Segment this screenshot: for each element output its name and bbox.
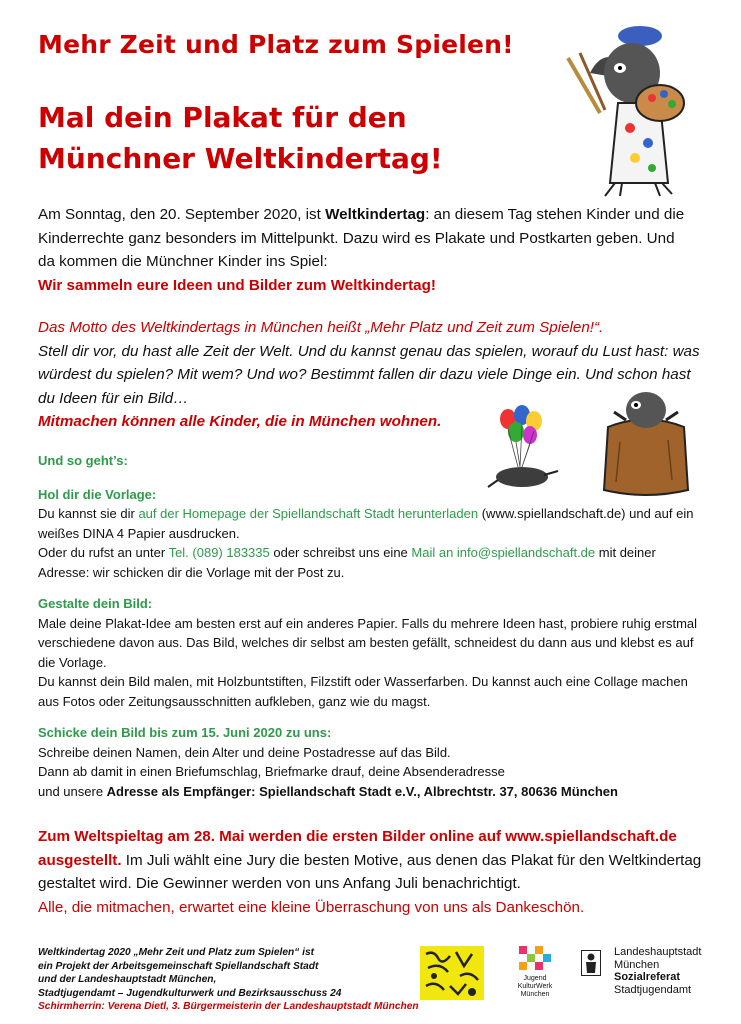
footer-line-4: Stadtjugendamt – Jugendkulturwerk und Bezirksausschuss 24 [38, 987, 342, 999]
jkw-line-2: KulturWerk [517, 983, 553, 990]
step-3 [38, 723, 708, 801]
intro-callout: Wir sammeln eure Ideen und Bilder zum Weltkindertag! [38, 276, 436, 294]
footer-line-2: ein Projekt der Arbeitsgemeinschaft Spiellandschaft Stadt [38, 960, 319, 972]
step-1-text-d: oder schreibst uns eine [269, 545, 412, 560]
step-3-title: Schicke dein Bild bis zum 15. Juni 2020 zu uns: [38, 725, 332, 740]
jugendkulturwerk-logo-text [508, 975, 562, 999]
step-1-text-b: (www.spiellandschaft.de) und auf ein weißes DINA 4 Papier ausdrucken. [38, 506, 694, 541]
footer-line-3: und der Landeshauptstadt München, [38, 974, 217, 985]
intro-text-a: Am Sonntag, den 20. September 2020, ist [38, 206, 326, 223]
mole-painter-illustration [560, 18, 710, 198]
footer-patron: Schirmherrin: Verena Dietl, 3. Bürgermeisterin der Landeshauptstadt München [38, 1001, 419, 1012]
palette-icon [636, 85, 684, 121]
motto-callout: Mitmachen können alle Kinder, die in München wohnen. [38, 413, 442, 430]
munich-kindl-icon [581, 950, 601, 976]
intro-text-b: : an diesem Tag stehen Kinder und die Kinderrechte ganz besonders im Mittelpunkt. Dazu wird es Plakate und Postkarten geben. Und da kommen die Münchner Kinder ins Spiel: [38, 206, 685, 270]
outro-text: Im Juli wählt eine Jury die besten Motive, aus denen das Plakat für den Weltkindertag gestaltet wird. Die Gewinner werden von uns Anfang Juli benachrichtigt. [38, 851, 702, 892]
step-1-text-c: Oder du rufst an unter [38, 545, 169, 560]
step-1-title: Hol dir die Vorlage: [38, 486, 157, 502]
motto-body: Stell dir vor, du hast alle Zeit der Welt. Und du kannst genau das spielen, worauf du Lust hast: was würdest du spielen? Mit wem? Und wo? Bestimmt fallen dir dazu viele Dinge ein. Und schon hast du Ideen für ein Bild… [38, 342, 700, 407]
munich-city-logo-text [614, 946, 701, 996]
outro-highlight: Zum Weltspieltag am 28. Mai werden die ersten Bilder online auf www.spiellandschaft.de ausgestellt. [38, 828, 677, 869]
city-line-4: Stadtjugendamt [614, 983, 692, 996]
step-1-text-a: Du kannst sie dir [38, 506, 139, 521]
intro-weltkindertag: Weltkindertag [325, 206, 426, 223]
step-1 [38, 485, 708, 583]
phone-link[interactable]: Tel. (089) 183335 [168, 545, 270, 560]
outro-surprise: Alle, die mitmachen, erwartet eine kleine Überraschung von uns als Dankeschön. [38, 898, 585, 916]
outro-paragraph [38, 825, 718, 919]
step-3-line-1: Schreibe deinen Namen, dein Alter und deine Postadresse auf das Bild. [38, 744, 451, 760]
email-link[interactable]: Mail an info@spiellandschaft.de [411, 545, 596, 560]
city-line-2: München [614, 958, 660, 971]
spiellandschaft-logo [420, 946, 484, 1000]
city-line-1: Landeshauptstadt [614, 946, 702, 958]
step-2 [38, 594, 708, 711]
motto-line: Das Motto des Weltkindertags in München heißt „Mehr Platz und Zeit zum Spielen!“. [38, 319, 604, 336]
recipient-address: Adresse als Empfänger: Spiellandschaft Stadt e.V., Albrechtstr. 37, 80636 München [106, 783, 618, 799]
jkw-line-1: Jugend [523, 975, 547, 982]
jugendkulturwerk-logo-icon [513, 944, 557, 974]
instructions [38, 451, 708, 813]
jkw-line-3: München [520, 991, 550, 998]
steps-intro: Und so geht’s: [38, 453, 128, 468]
beret-icon [618, 26, 662, 46]
homepage-download-link[interactable]: auf der Homepage der Spiellandschaft Stadt herunterladen [138, 506, 479, 521]
footer-line-1: Weltkindertag 2020 „Mehr Zeit und Platz zum Spielen“ ist [38, 947, 315, 958]
city-line-3: Sozialreferat [614, 971, 681, 983]
step-3-line-3a: und unsere [38, 783, 107, 799]
headline-line-1: Mehr Zeit und Platz zum Spielen! [38, 30, 514, 59]
steps-intro-block [38, 451, 708, 471]
intro-paragraph [38, 203, 688, 297]
headline-line-2b: Münchner Weltkindertag! [38, 142, 443, 175]
step-2-text-2: Du kannst dein Bild malen, mit Holzbuntstiften, Filzstift oder Wasserfarben. Du kannst auch eine Collage machen aus Fotos oder Zeitungsausschnitten aufkleben, ganz wie du magst. [38, 674, 688, 709]
step-2-text-1: Male deine Plakat-Idee am besten erst auf ein anderes Papier. Falls du mehrere Ideen hast, probiere ruhig erstmal verschiedene davon aus. Das Bild, welches dir selbst am besten gefällt, schneidest du dann aus und klebst es auf die Vorlage. [38, 615, 698, 670]
step-1-text-e: mit deiner Adresse: wir schicken dir die Vorlage mit der Post zu. [38, 545, 656, 580]
step-3-line-2: Dann ab damit in einen Briefumschlag, Briefmarke drauf, deine Absenderadresse [38, 764, 505, 779]
headline-line-2 [38, 97, 443, 179]
headline-line-2a: Mal dein Plakat für den [38, 101, 407, 134]
step-2-title: Gestalte dein Bild: [38, 596, 153, 611]
footer-credits [38, 946, 438, 1014]
